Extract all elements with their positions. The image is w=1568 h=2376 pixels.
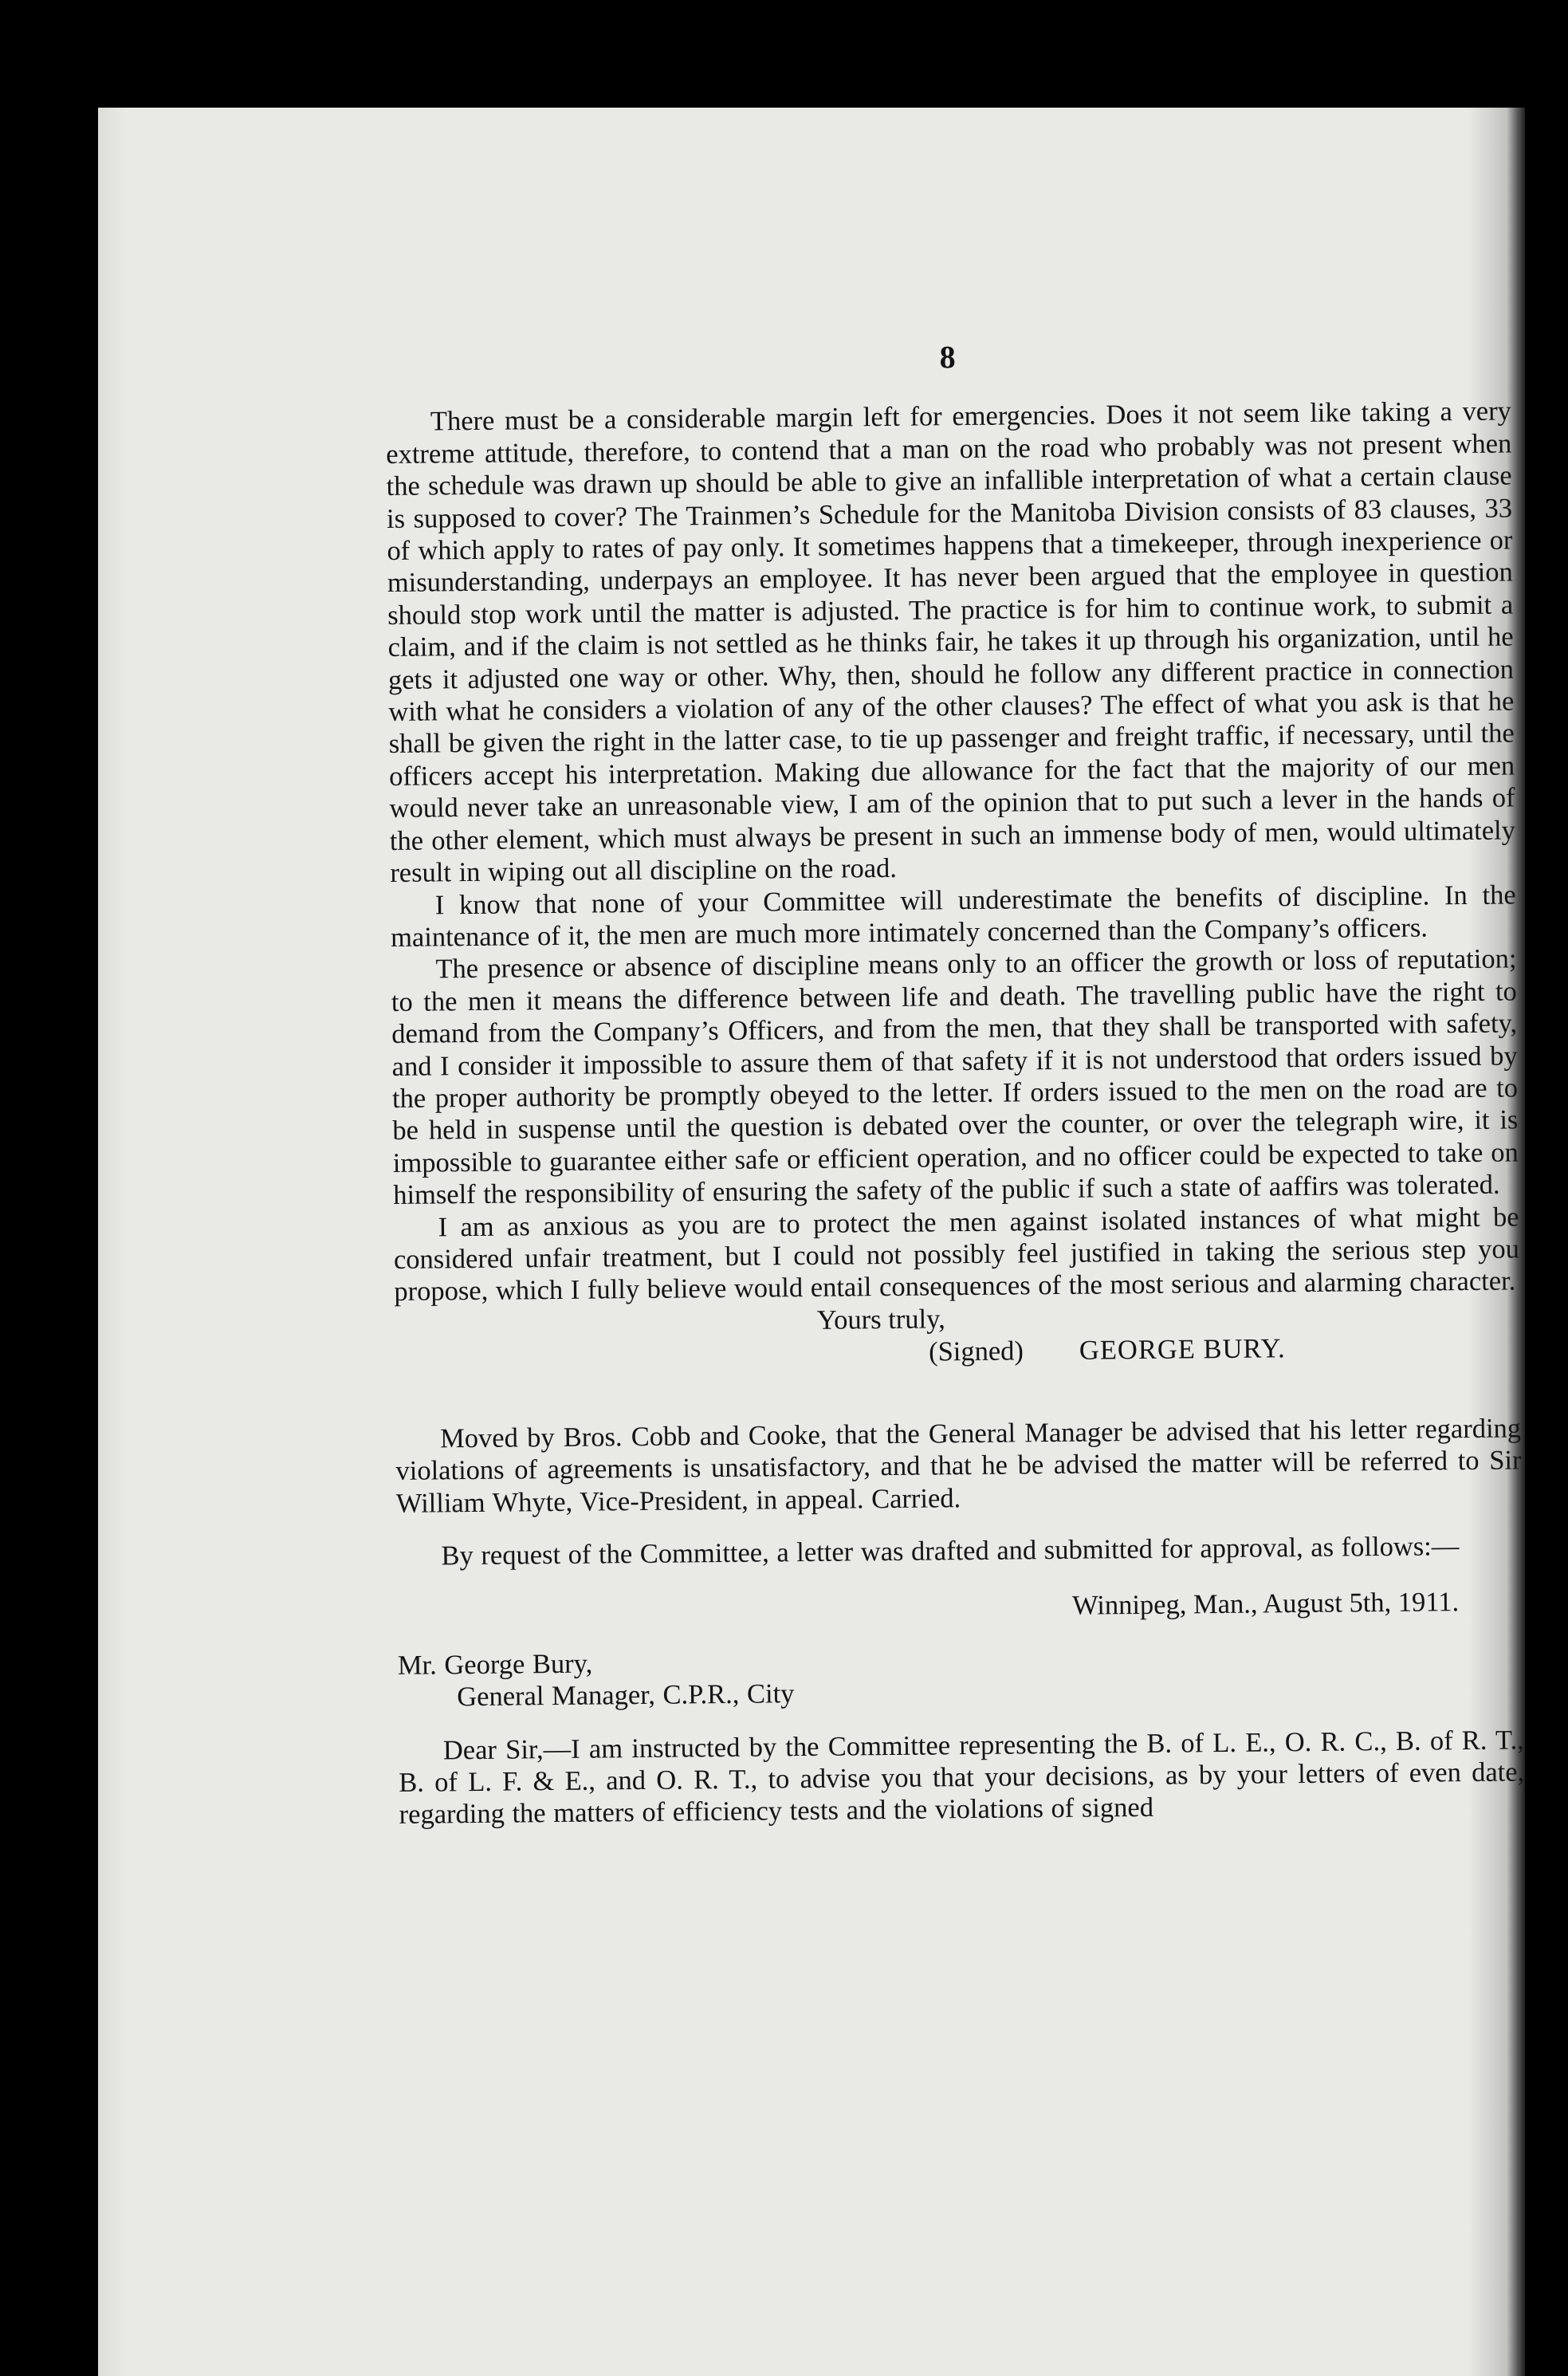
- paragraph-presence-of-discipline: The presence or absence of discipline means only to an officer the growth or loss of reputation; to the men it means the difference between life and death. The travelling public have the right to demand from the Company’s Officers, and from the men, that they shall be transported with safety, and I consider it impossible to assure them of that safety if it is not understood that orders issued by the proper authority be promptly obeyed to the letter. If orders issued to the men on the road are to be held in suspense until the question is debated over the counter, or over the telegraph wire, it is impossible to guarantee either safe or efficient operation, and no officer could be expected to take on himself the responsibility of ensuring the safety of the public if such a state of aaffirs was tolerated.: [391, 943, 1519, 1211]
- paragraph-motion: Moved by Bros. Cobb and Cooke, that the General Manager be advised that his letter regarding violations of agreements is unsatisfactory, and that he be advised the matter will be referred to Sir William Whyte, Vice-President, in appeal. Carried.: [395, 1413, 1522, 1519]
- letter-closing: Yours truly,: [816, 1304, 945, 1336]
- page-text: [385, 336, 1525, 1831]
- page-number: 8: [939, 339, 957, 376]
- document-page: [98, 108, 1525, 2376]
- addressee-name: Mr. George Bury,: [397, 1648, 593, 1681]
- paragraph-draft-letter: By request of the Committee, a letter was drafted and submitted for approval, as follows:—: [441, 1531, 1460, 1572]
- signature-line: [929, 1329, 1520, 1368]
- paragraph-benefits-of-discipline: I know that none of your Committee will underestimate the benefits of discipline. In the maintenance of it, the men are much more intimately concerned than the Company’s officers.: [390, 879, 1516, 953]
- paragraph-dear-sir: Dear Sir,—I am instructed by the Committee representing the B. of L. E., O. R. C., B. of R. T., B. of L. F. & E., and O. R. T., to advise you that your decisions, as by your letters of even date, regarding the matters of efficiency tests and the violations of signed: [399, 1724, 1525, 1831]
- paragraph-protect-the-men: I am as anxious as you are to protect the men against isolated instances of what might be considered unfair treatment, but I could not possibly feel justified in taking the serious step you propose, which I fully believe would entail consequences of the most serious and alarming character.: [393, 1201, 1520, 1308]
- paragraph-discipline-margin: There must be a considerable margin left for emergencies. Does it not seem like taking a very extreme attitude, therefore, to contend that a man on the road who probably was not present when the schedule was drawn up should be able to give an infallible interpretation of what a certain clause is supposed to cover? The Trainmen’s Schedule for the Manitoba Division consists of 83 clauses, 33 of which apply to rates of pay only. It sometimes happens that a timekeeper, through inexperience or misunderstanding, underpays an employee. It has never been argued that the employee in question should stop work until the matter is adjusted. The practice is for him to continue work, to submit a claim, and if the claim is not settled as he thinks fair, he takes it up through his organization, until he gets it adjusted one way or other. Why, then, should he follow any different practice in connection with what he considers a violation of any of the other clauses? The effect of what you ask is that he shall be given the right in the latter case, to tie up passenger and freight traffic, if necessary, until the officers accept his interpretation. Making due allowance for the fact that the majority of our men would never take an unreasonable view, I am of the opinion that to put such a lever in the hands of the other element, which must always be present in such an immense body of men, would ultimately result in wiping out all discipline on the road.: [386, 395, 1516, 889]
- addressee-title: General Manager, C.P.R., City: [457, 1678, 795, 1713]
- letter-dateline: Winnipeg, Man., August 5th, 1911.: [1071, 1587, 1460, 1622]
- signed-label: (Signed): [928, 1336, 1024, 1367]
- signer-name: GEORGE BURY.: [1079, 1332, 1286, 1366]
